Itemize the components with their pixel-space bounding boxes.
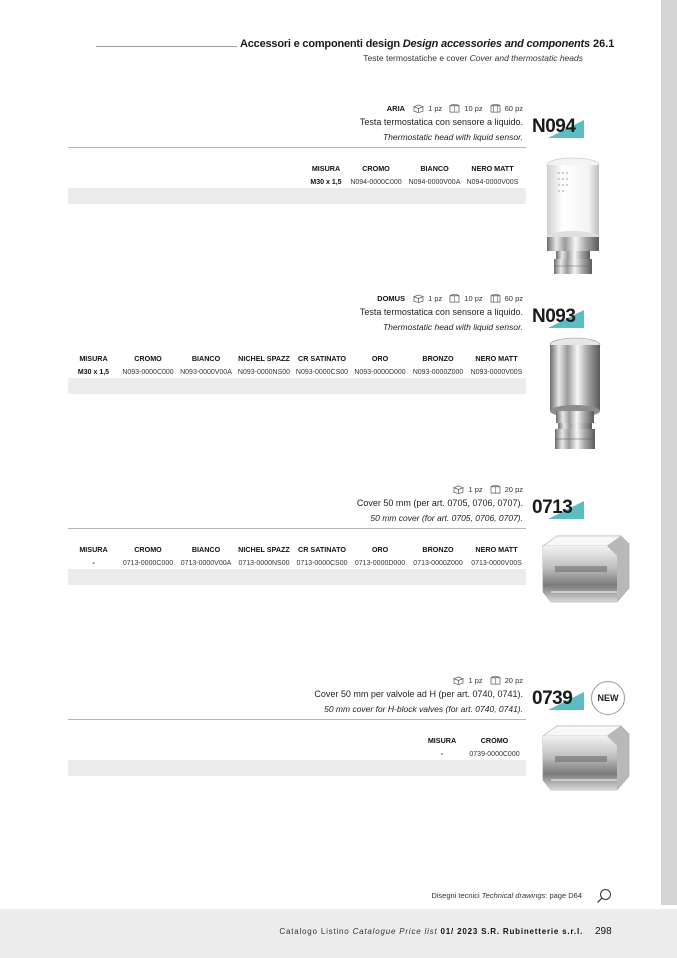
pack-qty: 10 pz xyxy=(464,104,483,113)
table-cell: N093-0000V00A xyxy=(180,369,232,376)
price-table xyxy=(421,733,526,762)
title-en: Design accessories and components xyxy=(402,38,590,50)
pack-qty: 60 pz xyxy=(504,294,523,303)
price-table xyxy=(305,161,521,190)
tech-label-it: Disegni tecnici xyxy=(431,891,480,900)
magnifier-icon[interactable] xyxy=(596,888,612,904)
column-header: MISURA xyxy=(427,735,457,745)
single-box-icon xyxy=(453,676,464,685)
table-header-row xyxy=(421,733,526,747)
table-header-row xyxy=(68,351,526,365)
column-header: CR SATINATO xyxy=(298,353,346,363)
table-cell: N093-0000V00S xyxy=(470,369,523,376)
table-cell: 0713-0000C000 xyxy=(122,560,174,567)
table-cell: M30 x 1,5 xyxy=(310,179,342,186)
column-header: NERO MATT xyxy=(475,544,518,554)
tech-page-ref[interactable]: page D64 xyxy=(549,891,582,900)
table-cell: N093-0000C000 xyxy=(122,369,174,376)
product-code: N093 xyxy=(532,306,576,327)
pack-qty: 20 pz xyxy=(504,676,523,685)
packaging-row xyxy=(453,485,523,494)
pack-qty: 10 pz xyxy=(464,294,483,303)
table-header-row xyxy=(68,542,526,556)
table-cell: 0713-0000NS00 xyxy=(238,560,290,567)
single-box-icon xyxy=(413,294,424,303)
0713-product-image xyxy=(537,532,633,608)
empty-row-bar xyxy=(68,378,526,394)
single-box-icon xyxy=(413,104,424,113)
table-header-row xyxy=(305,161,521,175)
product-name: ARIA xyxy=(386,104,406,113)
page-number: 298 xyxy=(595,926,612,937)
carton-box-icon xyxy=(490,485,501,494)
0739-product-image xyxy=(537,722,633,796)
column-header: CROMO xyxy=(480,735,509,745)
table-cell: N093-0000D000 xyxy=(354,369,406,376)
column-header: BIANCO xyxy=(420,163,449,173)
table-cell: 0713-0000Z000 xyxy=(413,560,463,567)
product-code: N094 xyxy=(532,116,576,137)
column-header: NERO MATT xyxy=(475,353,518,363)
description-en: Thermostatic head with liquid sensor. xyxy=(382,132,523,142)
table-cell: N094-0000C000 xyxy=(350,179,402,186)
column-header: CROMO xyxy=(134,353,162,363)
carton-box-icon xyxy=(449,104,460,113)
large-carton-icon xyxy=(490,294,501,303)
tech-label-en: Technical drawings: xyxy=(481,891,548,900)
carton-box-icon xyxy=(449,294,460,303)
pack-qty: 1 pz xyxy=(428,294,443,303)
column-header: NICHEL SPAZZ xyxy=(238,353,290,363)
large-carton-icon xyxy=(490,104,501,113)
price-table xyxy=(68,542,526,571)
section-rule xyxy=(68,528,526,529)
product-code: 0713 xyxy=(532,497,573,518)
table-cell: N093-0000Z000 xyxy=(412,369,464,376)
title-it: Accessori e componenti design xyxy=(240,38,400,50)
packaging-row xyxy=(377,294,523,303)
empty-row-bar xyxy=(68,188,526,204)
pack-qty: 1 pz xyxy=(428,104,443,113)
subtitle-en: Cover and thermostatic heads xyxy=(469,53,583,63)
column-header: ORO xyxy=(371,353,389,363)
column-header: CR SATINATO xyxy=(298,544,346,554)
single-box-icon xyxy=(453,485,464,494)
empty-row-bar xyxy=(68,569,526,585)
page-footer xyxy=(0,909,677,958)
column-header: MISURA xyxy=(79,353,108,363)
section-number: 26.1 xyxy=(593,38,615,50)
column-header: CROMO xyxy=(362,163,390,173)
new-badge: NEW xyxy=(591,681,625,715)
description-it: Cover 50 mm per valvole ad H (per art. 0740, 0741). xyxy=(314,689,523,699)
table-cell: 0739-0000C000 xyxy=(469,751,520,758)
table-cell: N093-0000CS00 xyxy=(295,369,349,376)
carton-box-icon xyxy=(490,676,501,685)
section-rule xyxy=(68,147,526,148)
column-header: ORO xyxy=(371,544,389,554)
column-header: BIANCO xyxy=(191,544,221,554)
column-header: MISURA xyxy=(311,163,341,173)
column-header: BRONZO xyxy=(422,353,454,363)
footer-catalog-line xyxy=(200,927,583,936)
n093-product-image xyxy=(545,336,605,456)
section-rule xyxy=(68,719,526,720)
technical-drawings-note xyxy=(300,891,582,900)
packaging-row xyxy=(387,104,523,113)
table-cell: N094-0000V00S xyxy=(466,179,519,186)
column-header: MISURA xyxy=(79,544,108,554)
description-en: 50 mm cover for H-block valves (for art. 0740, 0741). xyxy=(324,704,523,714)
pack-qty: 1 pz xyxy=(468,485,483,494)
table-cell: 0713-0000V00S xyxy=(471,560,522,567)
catalog-label-en: Catalogue Price list xyxy=(352,927,438,936)
price-table xyxy=(68,351,526,380)
pack-qty: 1 pz xyxy=(468,676,483,685)
page-subtitle xyxy=(240,53,583,63)
column-header: BRONZO xyxy=(422,544,454,554)
column-header: NICHEL SPAZZ xyxy=(238,544,290,554)
description-it: Cover 50 mm (per art. 0705, 0706, 0707). xyxy=(356,498,523,508)
table-cell: N094-0000V00A xyxy=(408,179,461,186)
description-it: Testa termostatica con sensore a liquido. xyxy=(359,307,523,317)
empty-row-bar xyxy=(68,760,526,776)
description-it: Testa termostatica con sensore a liquido. xyxy=(359,117,523,127)
company-name: S.R. Rubinetterie s.r.l. xyxy=(481,927,583,936)
table-cell: - xyxy=(92,560,95,567)
side-strip xyxy=(661,0,677,905)
table-cell: 0713-0000D000 xyxy=(354,560,406,567)
n094-product-image xyxy=(538,155,608,280)
column-header: NERO MATT xyxy=(471,163,514,173)
pack-qty: 20 pz xyxy=(504,485,523,494)
product-name: DOMUS xyxy=(377,294,406,303)
table-cell: N093-0000NS00 xyxy=(237,369,291,376)
description-en: 50 mm cover (for art. 0705, 0706, 0707). xyxy=(370,513,523,523)
product-code: 0739 xyxy=(532,688,573,709)
description-en: Thermostatic head with liquid sensor. xyxy=(382,322,523,332)
table-cell: 0713-0000V00A xyxy=(180,560,232,567)
page-title xyxy=(240,38,590,50)
column-header: CROMO xyxy=(134,544,162,554)
column-header: BIANCO xyxy=(191,353,221,363)
table-cell: 0713-0000CS00 xyxy=(296,560,348,567)
table-cell: M30 x 1,5 xyxy=(77,369,110,376)
catalog-label-it: Catalogo Listino xyxy=(279,927,350,936)
subtitle-it: Teste termostatiche e cover xyxy=(363,53,468,63)
pack-qty: 60 pz xyxy=(504,104,523,113)
header-rule xyxy=(96,46,237,47)
catalog-edition: 01/ 2023 xyxy=(440,927,479,936)
packaging-row xyxy=(453,676,523,685)
table-cell: - xyxy=(440,751,444,758)
